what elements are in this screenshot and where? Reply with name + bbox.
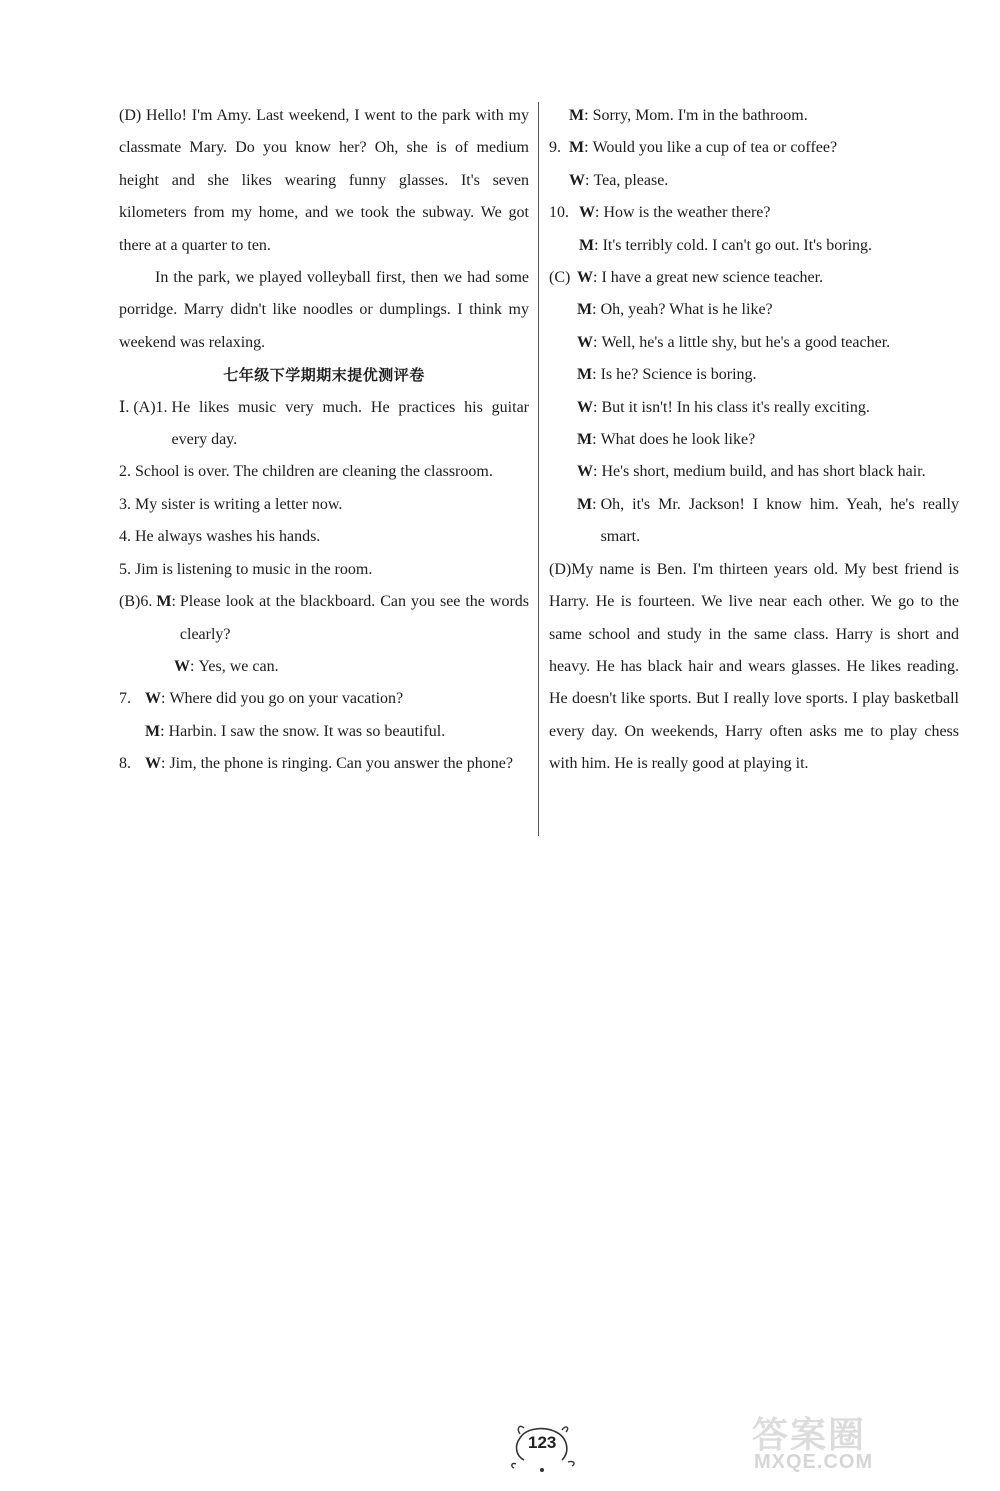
dialogue-text: Is he? Science is boring. (600, 366, 757, 384)
speaker-label: M (569, 107, 585, 124)
passage-d-text: My name is Ben. I'm thirteen years old. My best friend is Harry. He is fourteen. We live near each other. We go to the same school and study in the same class. Harry is short and heavy. He has black hair and wears glasses. He likes reading. He doesn't like sports. But I really love sports. I play basketball every day. On weekends, Harry often asks me to play chess with him. He is really good at playing it. (549, 560, 959, 773)
dialogue-text: Where did you go on your vacation? (169, 690, 404, 708)
speaker-label: M (577, 301, 593, 319)
passage-c-label: (C) (549, 269, 571, 287)
passage-d-paragraph-1: (D) Hello! I'm Amy. Last weekend, I went to the park with my classmate Mary. Do you know her? Oh, she is of medium height and she likes wearing funny glasses. It's seven kilometers from my home, and we took the subway. We got there at a quarter to ten. (119, 107, 529, 254)
item-4-label: 4. (119, 528, 135, 546)
speaker-label: W (174, 657, 190, 675)
item-9-m: 9. M : Would you like a cup of tea or coffee? (549, 132, 959, 164)
item-4 (119, 521, 529, 553)
section-heading: 七年级下学期期末提优测评卷 (223, 366, 425, 385)
item-5-text: Jim is listening to music in the room. (135, 560, 373, 578)
item-10-m: M : It's terribly cold. I can't go out. It's boring. (549, 230, 959, 262)
item-7-m: M : Harbin. I saw the snow. It was so beautiful. (119, 716, 529, 748)
passage-d-paragraph-2: In the park, we played volleyball first, then we had some porridge. Marry didn't like noodles or dumplings. I think my weekend was relaxing. (119, 269, 529, 351)
dialogue-text: Sorry, Mom. I'm in the bathroom. (592, 107, 808, 124)
item-3 (119, 489, 529, 521)
dialogue-line: W : But it isn't! In his class it's really exciting. (577, 392, 959, 424)
item-3-text: My sister is writing a letter now. (135, 495, 343, 513)
watermark-url: MXQE.COM (754, 1451, 874, 1473)
item-7-label: 7. (119, 690, 135, 708)
item-9-w: W : Tea, please. (549, 165, 959, 197)
item-9-label: 9. (549, 139, 565, 157)
item-6-w: W : Yes, we can. (119, 651, 529, 683)
speaker-label: W (569, 171, 585, 189)
speaker-label: W (577, 333, 593, 351)
item-5 (119, 554, 529, 586)
dialogue-line: M : Is he? Science is boring. (577, 359, 959, 391)
item-3-label: 3. (119, 495, 135, 513)
speaker-label: W (579, 204, 595, 222)
column-divider (538, 102, 539, 836)
item-1 (119, 392, 529, 457)
item-8-m: M : Sorry, Mom. I'm in the bathroom. (549, 100, 959, 132)
item-5-label: 5. (119, 560, 135, 578)
passage-c-dialogue (577, 262, 959, 554)
dialogue-text: But it isn't! In his class it's really exciting. (601, 398, 870, 416)
dialogue-text: He's short, medium build, and has short black hair. (601, 463, 926, 481)
speaker-label: M (569, 139, 585, 157)
item-8-w: 8. W : Jim, the phone is ringing. Can you answer the phone? (119, 748, 529, 780)
speaker-label: W (577, 269, 593, 287)
item-1-label: Ⅰ. (A)1. (119, 398, 172, 416)
dialogue-line: M : Oh, yeah? What is he like? (577, 294, 959, 326)
item-2-label: 2. (119, 463, 135, 481)
dialogue-text: Would you like a cup of tea or coffee? (592, 139, 838, 157)
item-1-text: He likes music very much. He practices his guitar every day. (171, 398, 529, 449)
passage-d-label: (D) (549, 560, 572, 578)
dialogue-line: W : I have a great new science teacher. (577, 262, 959, 294)
dialogue-text: Tea, please. (593, 171, 669, 189)
dialogue-text: Oh, it's Mr. Jackson! I know him. Yeah, he's really smart. (600, 495, 959, 546)
speaker-label: M (145, 722, 161, 740)
speaker-label: W (145, 690, 161, 708)
item-8-label: 8. (119, 755, 135, 773)
dialogue-line: W : Well, he's a little shy, but he's a good teacher. (577, 327, 959, 359)
speaker-label: W (577, 463, 593, 481)
speaker-label: M (577, 431, 593, 449)
dialogue-text: Harbin. I saw the snow. It was so beautiful. (168, 722, 446, 740)
dialogue-text: Please look at the blackboard. Can you see the words clearly? (179, 593, 529, 643)
passage-c (549, 262, 959, 554)
dialogue-text: What does he look like? (600, 431, 756, 449)
speaker-label: W (577, 398, 593, 416)
dialogue-text: Jim, the phone is ringing. Can you answer the phone? (169, 755, 513, 773)
page-number: 123 (528, 1433, 557, 1452)
left-column (119, 100, 529, 781)
dialogue-text: Yes, we can. (198, 657, 279, 675)
dialogue-line: W : He's short, medium build, and has short black hair. (577, 456, 959, 488)
item-7-w: 7. W : Where did you go on your vacation? (119, 683, 529, 715)
item-10-label: 10. (549, 204, 573, 222)
dialogue-text: How is the weather there? (603, 204, 771, 222)
watermark-logo: 答案圈 (752, 1415, 867, 1456)
speaker-label: M (579, 236, 595, 254)
dialogue-text: Oh, yeah? What is he like? (600, 301, 773, 319)
dialogue-line: M : Oh, it's Mr. Jackson! I know him. Yeah, he's really smart. (577, 489, 959, 554)
item-2-text: School is over. The children are cleaning the classroom. (135, 463, 493, 481)
speaker-label: M (577, 366, 593, 384)
item-6-label: (B)6. (119, 593, 157, 611)
dialogue-text: Well, he's a little shy, but he's a good teacher. (601, 333, 891, 351)
speaker-label: M (156, 593, 172, 611)
item-2 (119, 456, 529, 488)
passage-d (549, 554, 959, 781)
item-4-text: He always washes his hands. (135, 528, 321, 546)
dialogue-text: I have a great new science teacher. (601, 269, 824, 287)
item-6-m: (B)6. M : Please look at the blackboard. Can you see the words clearly? (119, 586, 529, 651)
speaker-label: M (577, 495, 593, 513)
speaker-label: W (145, 755, 161, 773)
right-column (549, 100, 959, 781)
watermark (752, 1407, 982, 1477)
item-10-w: 10. W : How is the weather there? (549, 197, 959, 229)
dialogue-text: It's terribly cold. I can't go out. It's boring. (602, 236, 873, 254)
dialogue-line: M : What does he look like? (577, 424, 959, 456)
